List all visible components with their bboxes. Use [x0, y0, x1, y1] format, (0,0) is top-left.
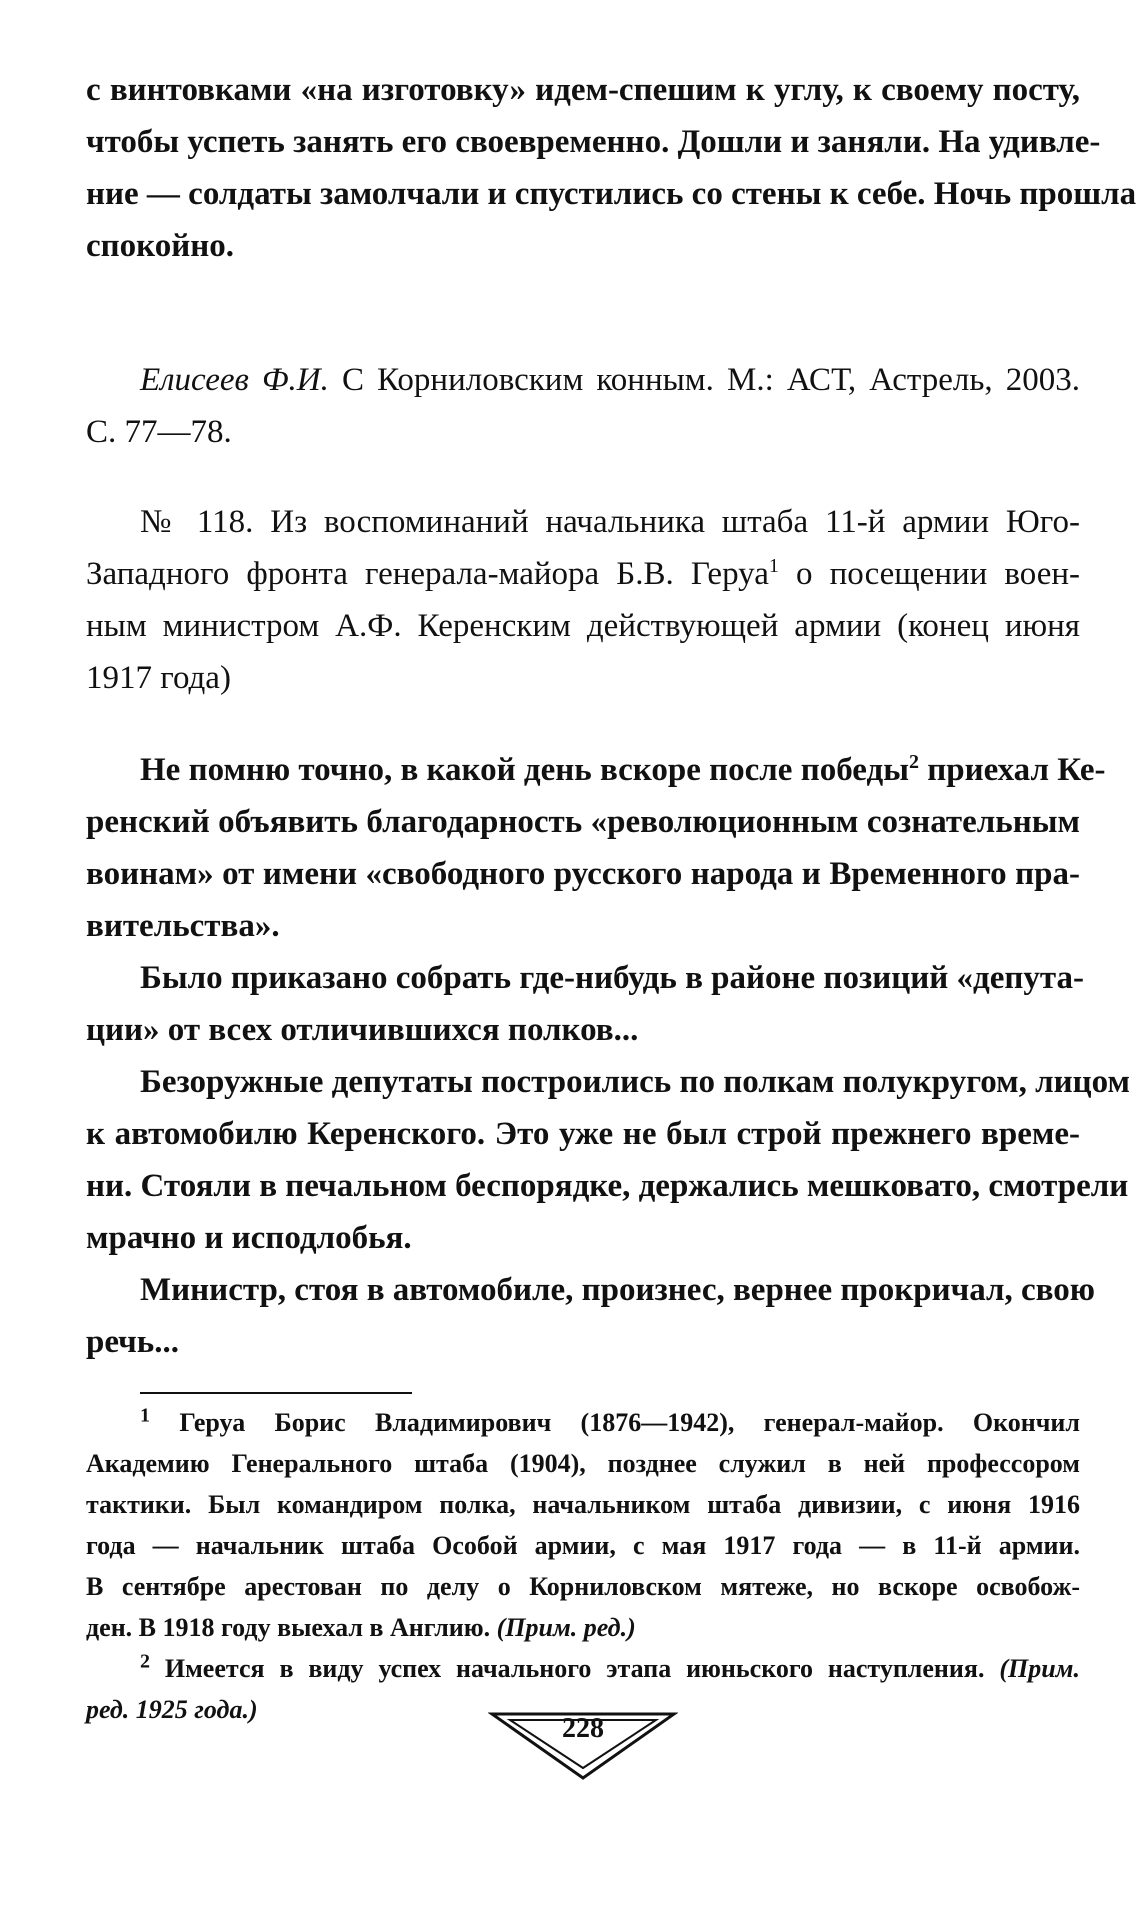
footnote-1-line: года — начальник штаба Особой армии, с мая 1917 года — в 11-й армии.: [86, 1531, 1080, 1560]
citation-author: Елисеев Ф.И.: [140, 362, 329, 398]
page-number-ornament: [488, 1710, 678, 1782]
footnote-1-line: В сентябре арестован по делу о Корниловском мятеже, но вскоре освобож-: [86, 1572, 1080, 1601]
heading-line: [86, 548, 1080, 600]
text-line: спокойно.: [86, 228, 235, 264]
footnote-1-marker: 1: [140, 1404, 150, 1427]
heading-line: ным министром А.Ф. Керенским действующей армии (конец июня: [86, 608, 1080, 644]
footnote-ref-1: 1: [768, 555, 779, 577]
editor-note: (Прим. ред.): [496, 1613, 636, 1642]
source-citation: [86, 354, 1080, 458]
footnote-2-marker: 2: [140, 1650, 150, 1673]
text-line: речь...: [86, 1324, 179, 1360]
text-line: ции» от всех отличившихся полков...: [86, 1012, 639, 1048]
text-line: мрачно и исподлобья.: [86, 1220, 412, 1256]
citation-pages: С. 77—78.: [86, 414, 232, 450]
document-heading: [86, 496, 1080, 704]
footnote-2-line: [86, 1648, 1080, 1689]
text-line: с винтовками «на изготовку» идем-спешим к углу, к своему посту,: [86, 72, 1080, 108]
citation-line: [86, 354, 1080, 406]
heading-line: № 118. Из воспоминаний начальника штаба 11-й армии Юго-: [140, 504, 1080, 540]
footnote-1-line: [86, 1607, 1080, 1648]
heading-line: 1917 года): [86, 660, 231, 696]
body-text-span: приехал Ке-: [918, 752, 1106, 788]
text-line: воинам» от имени «свободного русского народа и Временного пра-: [86, 856, 1080, 892]
footnote-text: Имеется в виду успех начального этапа июньского наступления.: [150, 1654, 1000, 1683]
footnote-1-line: [86, 1402, 1080, 1443]
text-line: вительства».: [86, 908, 280, 944]
page-number: 228: [562, 1713, 604, 1744]
citation-title: С Корниловским конным. М.: АСТ, Астрель, 2003.: [328, 362, 1081, 398]
heading-text: о посещении воен-: [778, 556, 1080, 592]
text-line: к автомобилю Керенского. Это уже не был строй прежнего време-: [86, 1116, 1080, 1152]
text-line: ни. Стояли в печальном беспорядке, держались мешковато, смотрели: [86, 1168, 1129, 1204]
footnote-text: Геруа Борис Владимирович (1876—1942), генерал-майор. Окончил: [150, 1408, 1080, 1437]
text-line: Безоружные депутаты построились по полкам полукругом, лицом: [140, 1064, 1130, 1100]
body-text-span: Не помню точно, в какой день вскоре после победы: [140, 752, 909, 788]
footnote-1-line: тактики. Был командиром полка, начальником штаба дивизии, с июня 1916: [86, 1490, 1080, 1519]
text-line: [86, 744, 1106, 796]
footnote-text: ден. В 1918 году выехал в Англию.: [86, 1613, 497, 1642]
text-line: ние — солдаты замолчали и спустились со стены к себе. Ночь прошла: [86, 176, 1137, 212]
footnotes: [86, 1402, 1080, 1730]
text-line: Министр, стоя в автомобиле, произнес, вернее прокричал, свою: [140, 1272, 1095, 1308]
footnote-ref-2: 2: [908, 751, 919, 773]
editor-note: (Прим.: [999, 1654, 1080, 1683]
text-line: Было приказано собрать где-нибудь в районе позиций «депута-: [140, 960, 1084, 996]
text-line: чтобы успеть занять его своевременно. Дошли и заняли. На удивле-: [86, 124, 1101, 160]
text-line: ренский объявить благодарность «революционным сознательным: [86, 804, 1080, 840]
heading-text: Западного фронта генерала-майора Б.В. Геруа: [86, 556, 769, 592]
body-text: [86, 744, 1130, 1368]
footnote-separator: [140, 1392, 412, 1394]
continuation-paragraph: [86, 64, 1137, 272]
footnote-2-line: ред. 1925 года.): [86, 1695, 258, 1724]
footnote-1-line: Академию Генерального штаба (1904), позднее служил в ней профессором: [86, 1449, 1080, 1478]
